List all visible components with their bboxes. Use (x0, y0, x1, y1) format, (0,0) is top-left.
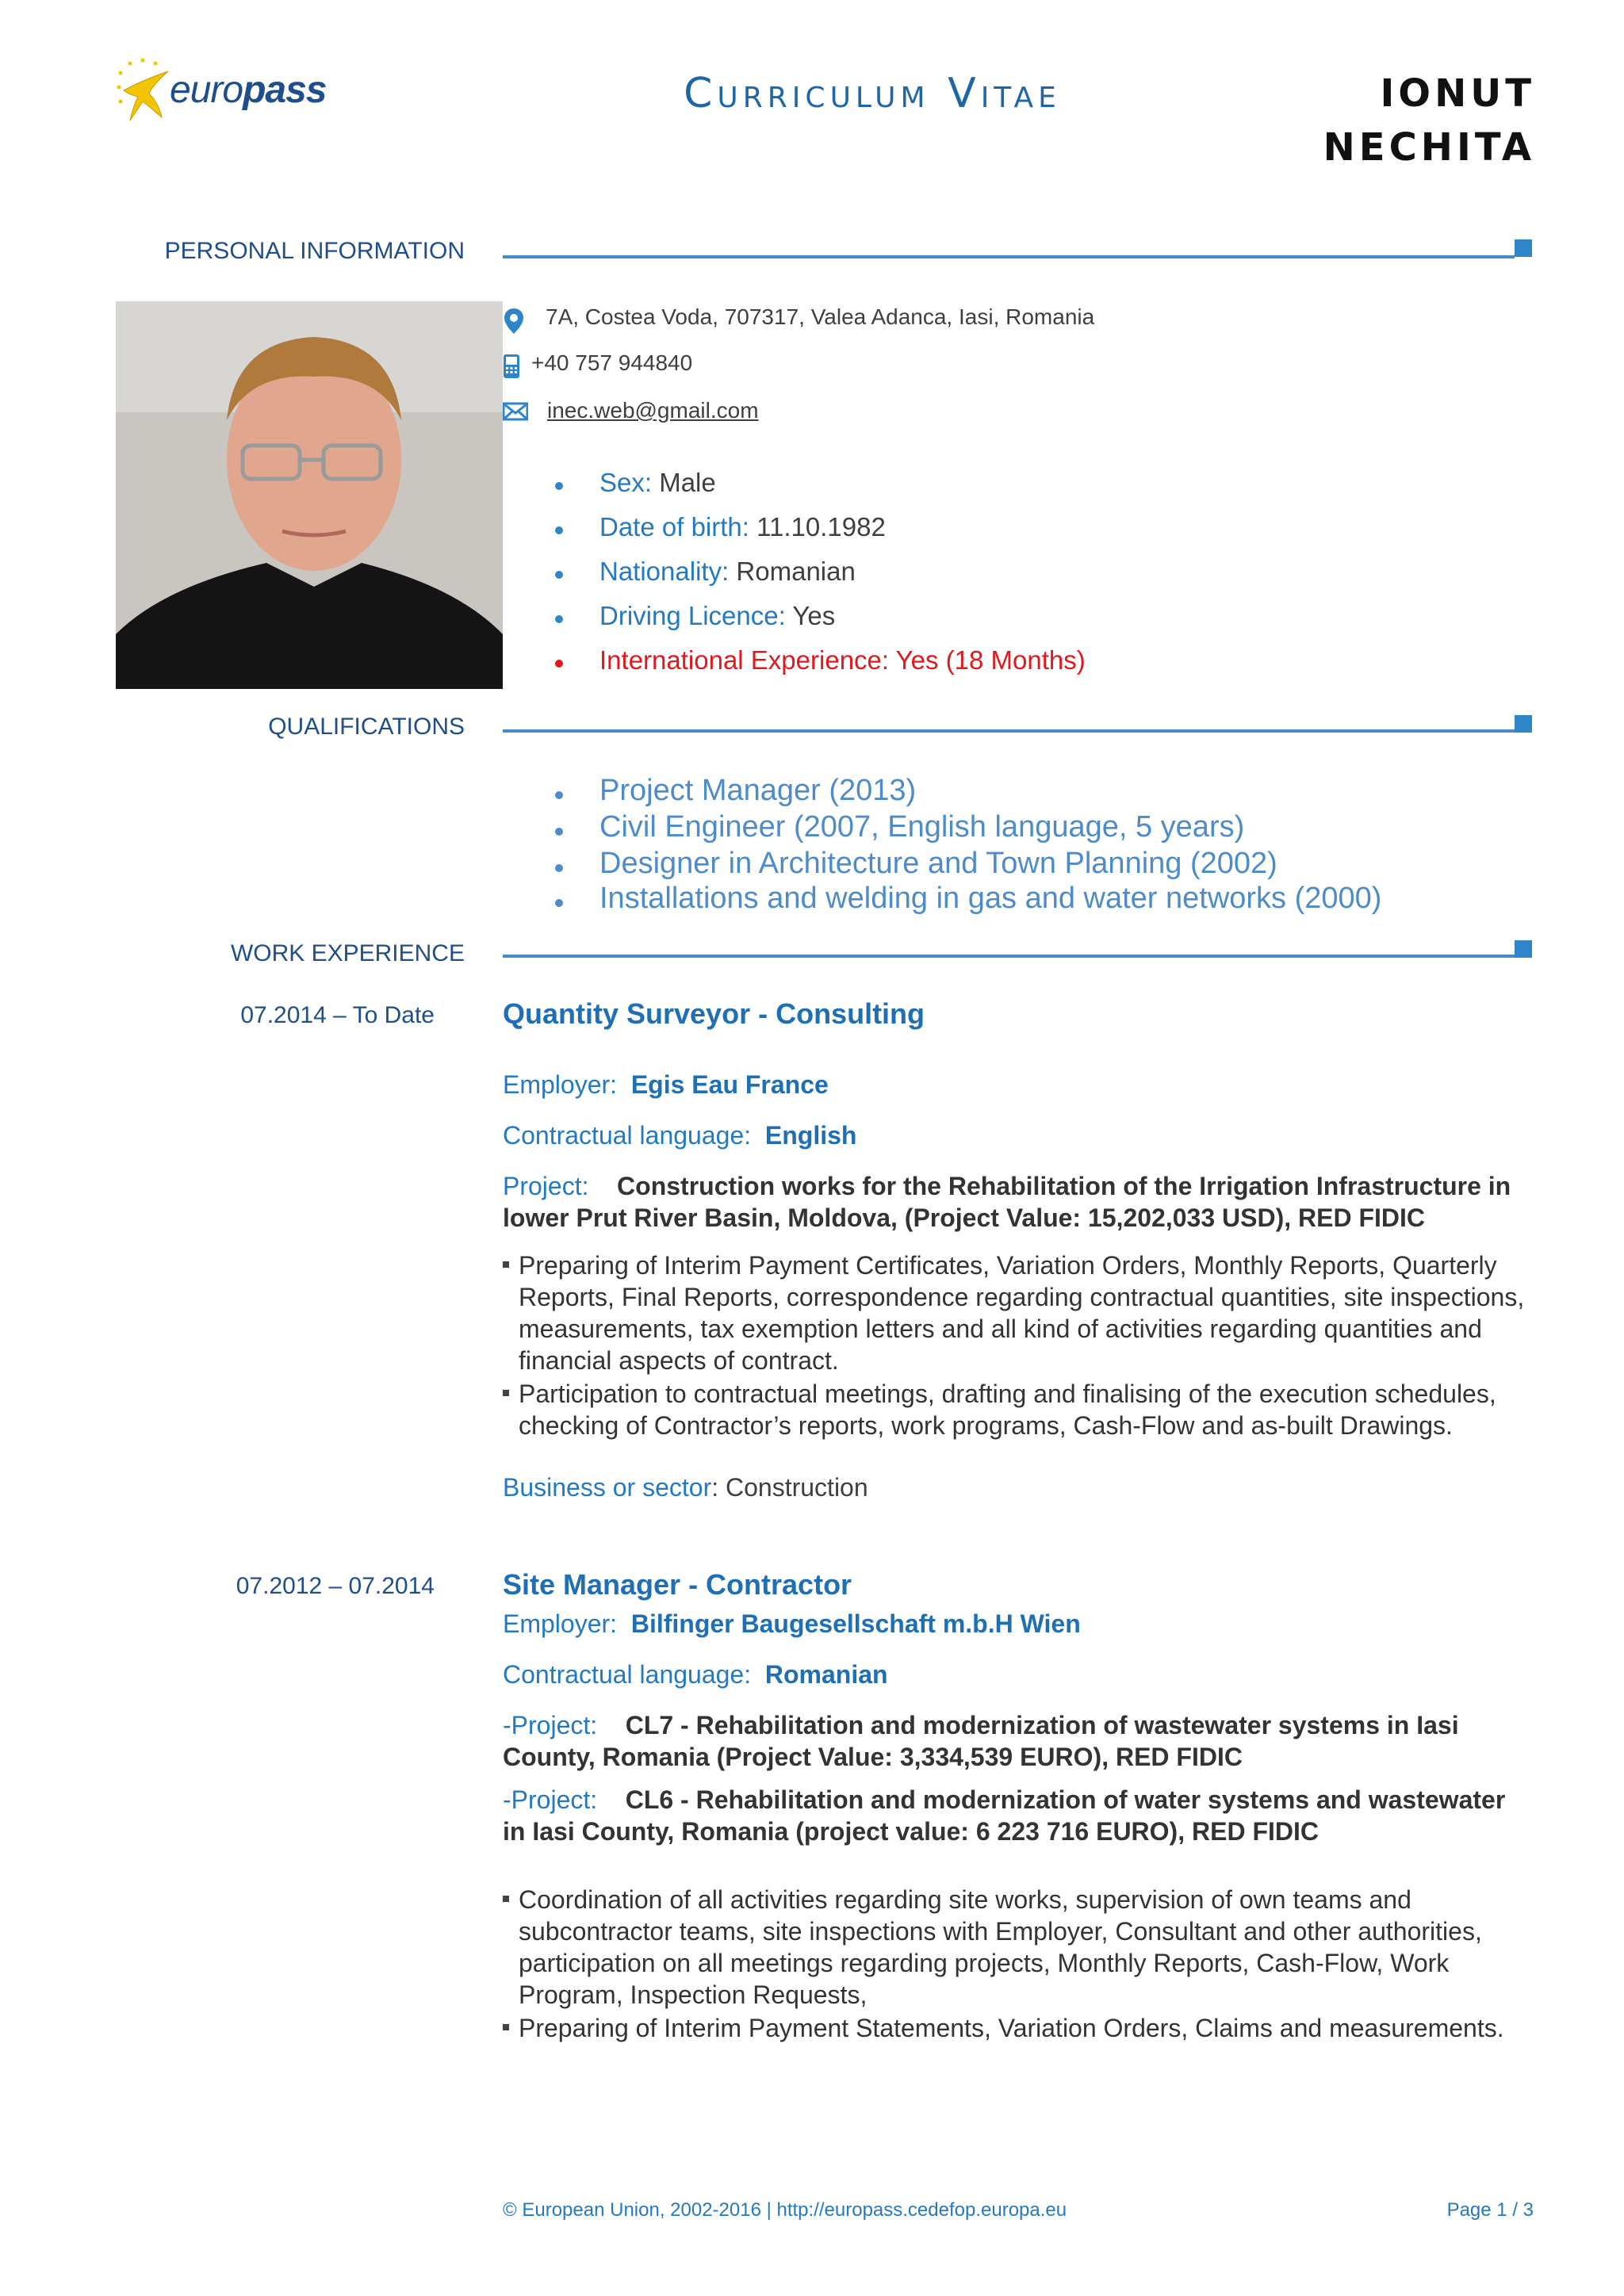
employer-label: Employer: (503, 1070, 618, 1099)
job-title: Quantity Surveyor - Consulting (503, 997, 925, 1030)
job-employer (503, 1609, 1081, 1639)
name-last: NECHITA (1323, 125, 1535, 170)
employer-value: Bilfinger Baugesellschaft m.b.H Wien (630, 1609, 1081, 1638)
job-dates: 07.2014 – To Date (240, 1002, 435, 1028)
envelope-icon (503, 401, 528, 423)
language-label: Contractual language: (503, 1660, 752, 1689)
contact-phone (503, 350, 692, 376)
phone-icon (503, 354, 520, 376)
qualification-text: Civil Engineer (2007, English language, 5 years) (599, 810, 1245, 844)
bullet-dot (555, 899, 563, 907)
project-value: CL6 - Rehabilitation and modernization of water systems and wastewater in Iasi County, Romania (project value: 6 223 716 EURO), RED FIDIC (503, 1785, 1506, 1846)
contact-email[interactable] (503, 398, 759, 423)
page-number: Page 1 / 3 (1446, 2199, 1534, 2221)
bullet-dot (555, 571, 563, 579)
personal-value: Male (659, 468, 716, 497)
bullet-dot (555, 615, 563, 623)
bullet-dot (555, 791, 563, 799)
location-pin-icon (503, 308, 525, 330)
bullet-dot (555, 828, 563, 836)
bullet-square (503, 1896, 509, 1902)
job-title: Site Manager - Contractor (503, 1568, 852, 1601)
personal-label: Date of birth: (599, 512, 749, 541)
personal-label: Driving Licence: (599, 601, 786, 630)
bullet-dot (555, 482, 563, 490)
sector-label: Business or sector (503, 1473, 712, 1502)
footer-copyright[interactable]: © European Union, 2002-2016 | http://europass.cedefop.europa.eu (503, 2199, 1067, 2221)
qualification-text: Designer in Architecture and Town Planning (2002) (599, 847, 1277, 880)
job-language (503, 1660, 888, 1689)
qualification-text: Project Manager (2013) (599, 774, 917, 807)
personal-label: Nationality: (599, 557, 730, 586)
project-value: CL7 - Rehabilitation and modernization of wastewater systems in Iasi County, Romania (Project Value: 3,334,539 EURO), RED FIDIC (503, 1711, 1459, 1771)
section-marker (1515, 940, 1532, 958)
job-duty (503, 1378, 1527, 1441)
job-duty (503, 1884, 1527, 2011)
email-link[interactable]: inec.web@gmail.com (547, 398, 759, 423)
section-divider (503, 955, 1515, 958)
bullet-square (503, 2024, 509, 2030)
job-employer (503, 1070, 829, 1100)
personal-label: International Experience: (599, 645, 890, 675)
section-divider (503, 729, 1515, 733)
job-dates: 07.2012 – 07.2014 (236, 1573, 435, 1599)
europass-logo (113, 55, 343, 127)
job-language (503, 1121, 856, 1150)
project-label: Project: (503, 1172, 589, 1200)
section-personal-information: PERSONAL INFORMATION (164, 238, 465, 264)
section-divider (503, 255, 1515, 258)
bullet-square (503, 1261, 509, 1268)
profile-photo (116, 301, 503, 689)
address-text: 7A, Costea Voda, 707317, Valea Adanca, Iasi, Romania (546, 304, 1095, 329)
section-marker (1515, 239, 1532, 257)
duty-text: Participation to contractual meetings, drafting and finalising of the execution schedules, checking of Contractor’s reports, work programs, Cash-Flow and as-built Drawings. (519, 1380, 1496, 1440)
duty-text: Preparing of Interim Payment Statements, Variation Orders, Claims and measurements. (519, 2014, 1504, 2042)
duty-text: Coordination of all activities regarding site works, supervision of own teams and subcontractor teams, site inspections with Employer, Consultant and other authorities, participation on all meetings regarding projects, Monthly Reports, Cash-Flow, Work Program, Inspection Requests, (519, 1885, 1482, 2009)
job-sector (503, 1473, 868, 1502)
bullet-square (503, 1390, 509, 1396)
employer-label: Employer: (503, 1609, 618, 1638)
job-project (503, 1170, 1526, 1234)
phone-text: +40 757 944840 (531, 350, 693, 375)
language-value: English (764, 1121, 857, 1150)
europass-star-figure-icon (113, 55, 176, 127)
name-first: IONUT (1380, 71, 1535, 116)
europass-wordmark: europass (170, 69, 327, 111)
document-title: Curriculum Vitae (684, 70, 1061, 117)
personal-label: Sex: (599, 468, 653, 497)
employer-value: Egis Eau France (630, 1070, 829, 1099)
bullet-dot (555, 864, 563, 872)
section-work-experience: WORK EXPERIENCE (230, 940, 465, 966)
duty-text: Preparing of Interim Payment Certificates, Variation Orders, Monthly Reports, Quarterly Reports, Final Reports, correspondence regarding contractual quantities, site inspections, measurements, tax exemption letters and all kind of activities regarding quantities and financial aspects of contract. (519, 1251, 1525, 1375)
bullet-dot (555, 526, 563, 534)
language-label: Contractual language: (503, 1121, 752, 1150)
personal-value: Romanian (736, 557, 856, 586)
job-duty (503, 1249, 1527, 1376)
project-value: Construction works for the Rehabilitation of the Irrigation Infrastructure in lower Prut River Basin, Moldova, (Project Value: 15,202,033 USD), RED FIDIC (503, 1172, 1511, 1232)
personal-value: Yes (792, 601, 836, 630)
personal-value: Yes (18 Months) (895, 645, 1086, 675)
contact-address (503, 304, 1094, 330)
job-project (503, 1709, 1526, 1773)
job-duty (503, 2012, 1527, 2044)
language-value: Romanian (764, 1660, 888, 1689)
section-qualifications: QUALIFICATIONS (268, 714, 465, 740)
project-label: -Project: (503, 1711, 598, 1739)
personal-value: 11.10.1982 (756, 512, 886, 541)
sector-value: : Construction (711, 1473, 868, 1502)
bullet-dot (555, 660, 563, 668)
section-marker (1515, 715, 1532, 733)
project-label: -Project: (503, 1785, 598, 1814)
qualification-text: Installations and welding in gas and water networks (2000) (599, 882, 1382, 915)
job-project (503, 1784, 1526, 1847)
